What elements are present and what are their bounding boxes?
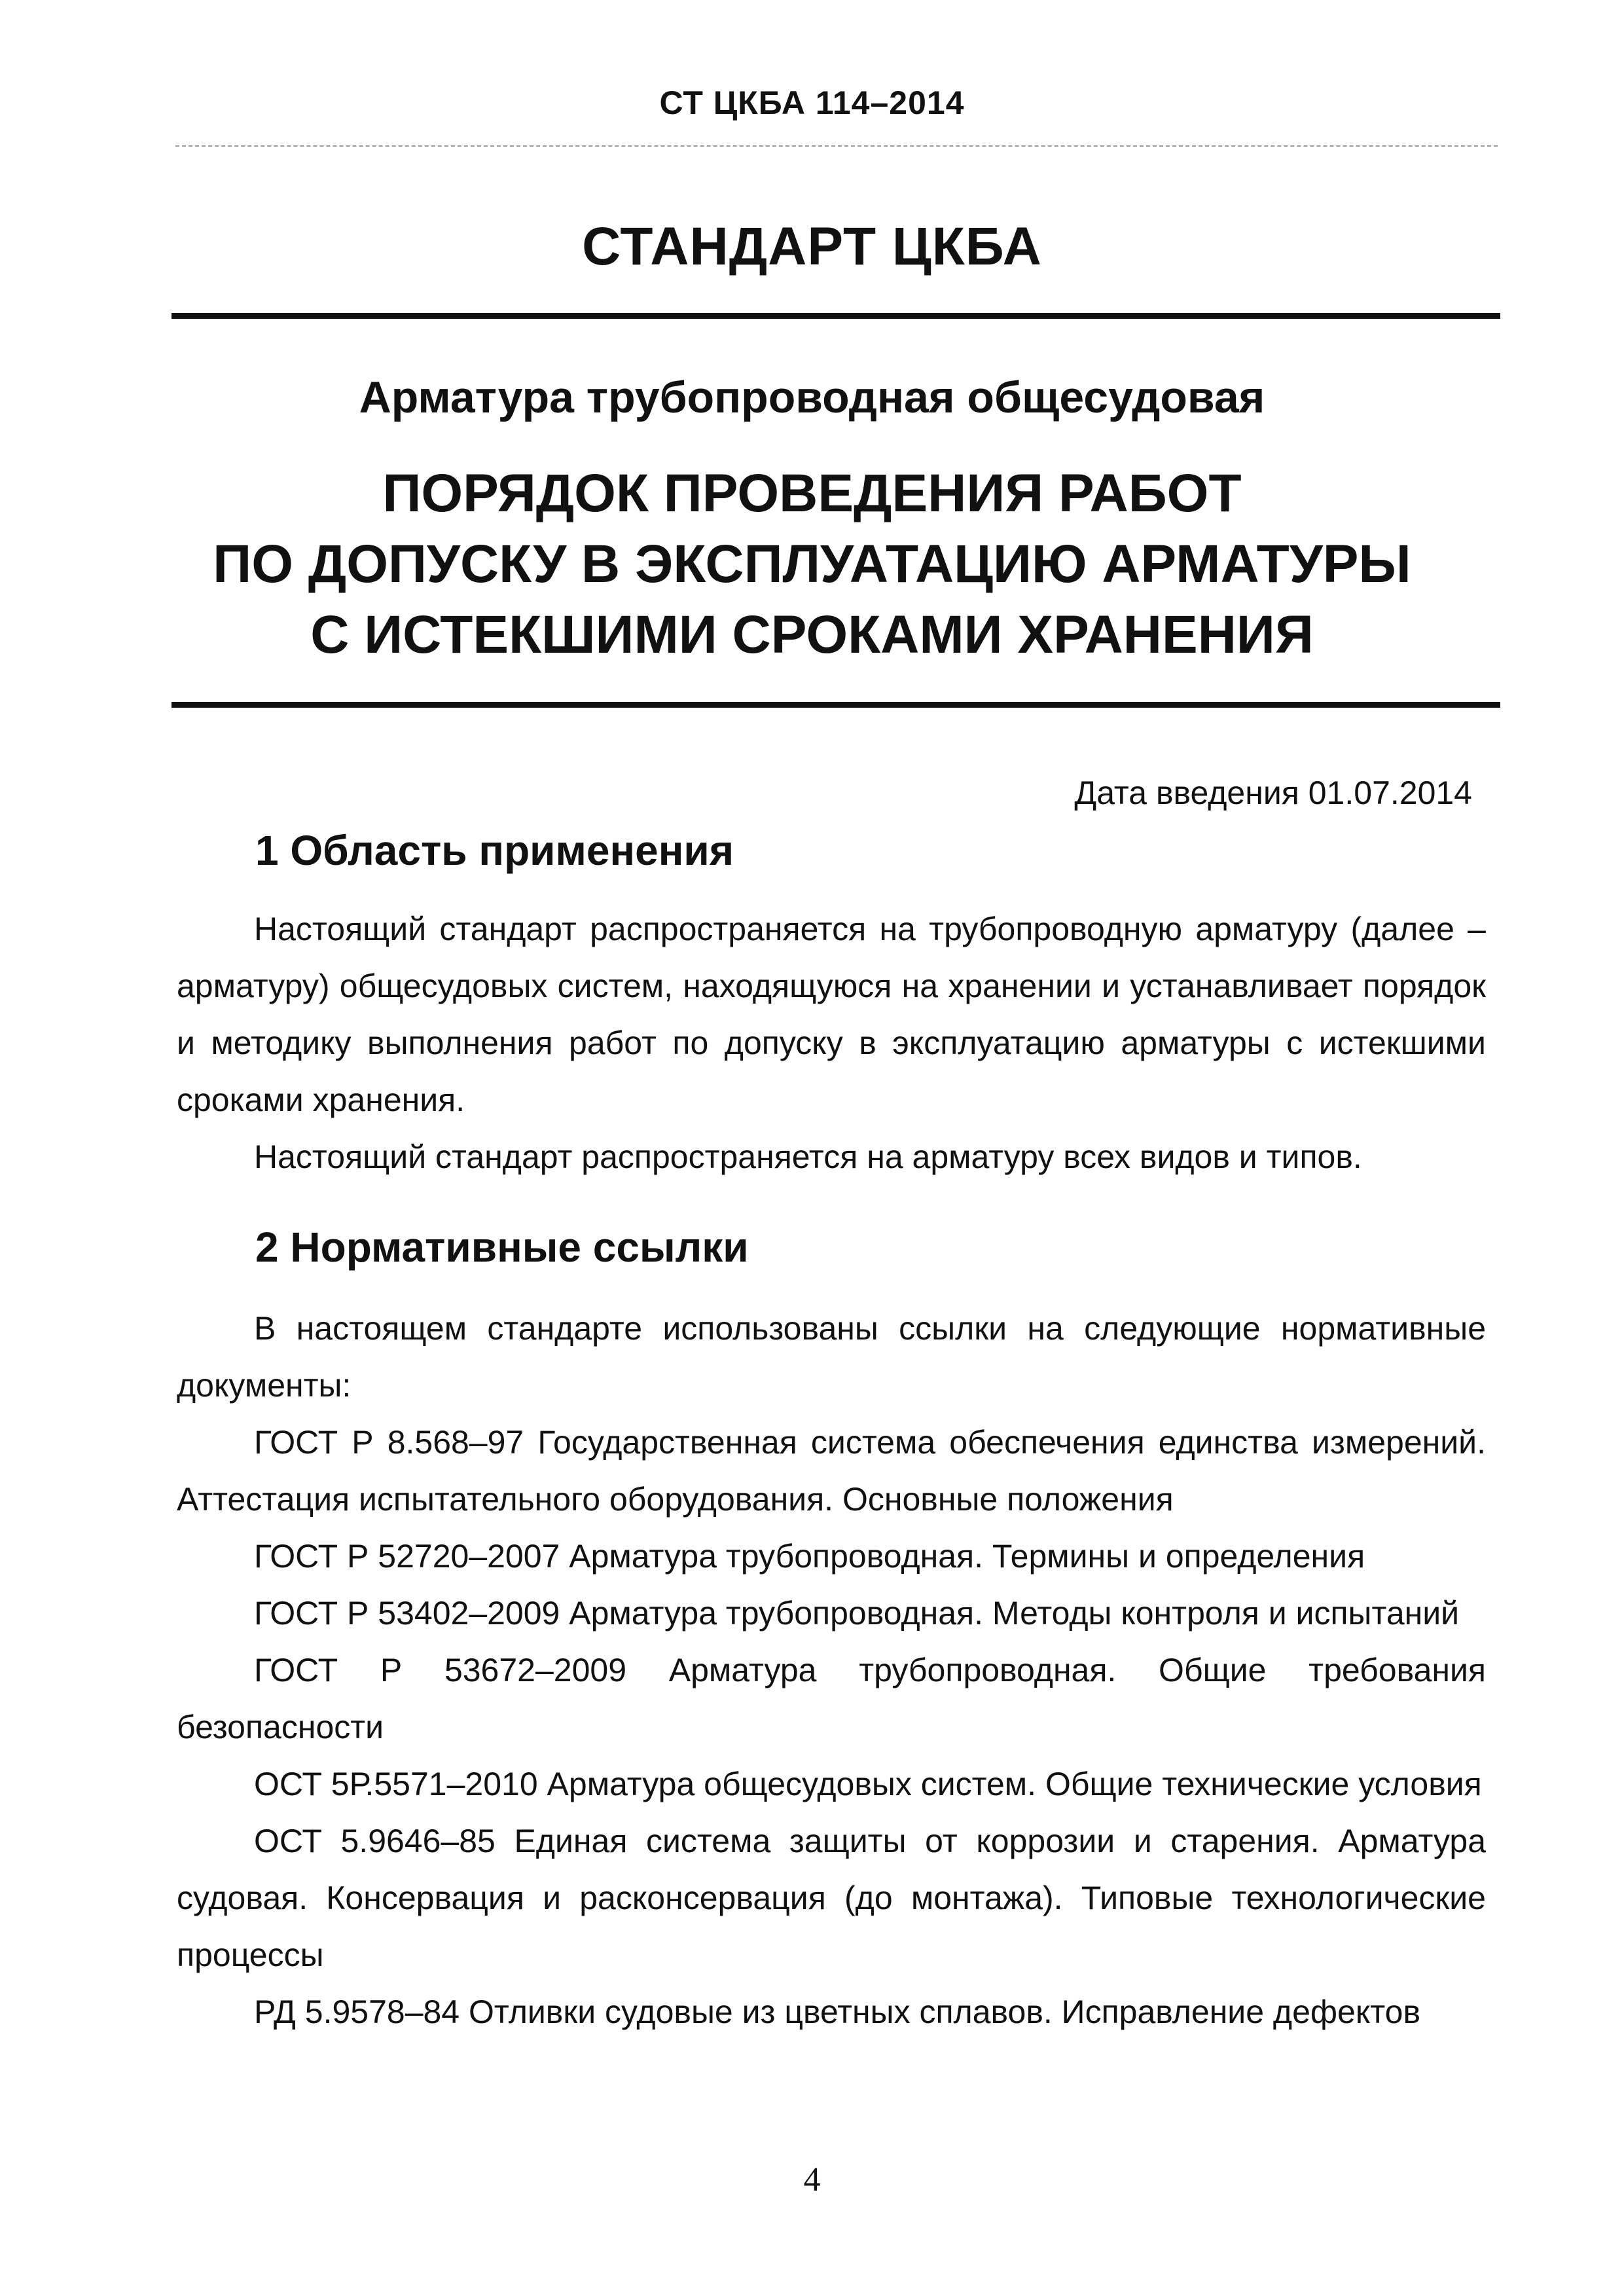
document-main-title <box>0 458 1624 670</box>
section-1-body <box>177 901 1486 1186</box>
main-title-line: ПО ДОПУСКУ В ЭКСПЛУАТАЦИЮ АРМАТУРЫ <box>213 534 1411 594</box>
title-divider-bottom <box>171 702 1500 708</box>
main-title-line: ПОРЯДОК ПРОВЕДЕНИЯ РАБОТ <box>382 464 1242 523</box>
page-number: 4 <box>803 2161 821 2198</box>
standard-title: СТАНДАРТ ЦКБА <box>582 217 1042 276</box>
reference-item: ГОСТ Р 52720–2007 Арматура трубопроводная. Термины и определения <box>254 1538 1365 1575</box>
reference-item: РД 5.9578–84 Отливки судовые из цветных сплавов. Исправление дефектов <box>254 1994 1421 2030</box>
header-divider <box>175 145 1498 147</box>
document-subtitle: Арматура трубопроводная общесудовая <box>359 373 1265 422</box>
document-code: СТ ЦКБА 114–2014 <box>659 84 965 121</box>
reference-item: ГОСТ Р 53672–2009 Арматура трубопроводная. Общие требования безопасности <box>177 1652 1486 1745</box>
reference-item: ОСТ 5.9646–85 Единая система защиты от коррозии и старения. Арматура судовая. Консервация и расконсервация (до монтажа). Типовые технологические процессы <box>177 1823 1486 1973</box>
section-1-paragraph: Настоящий стандарт распространяется на арматуру всех видов и типов. <box>254 1139 1362 1175</box>
main-title-line: С ИСТЕКШИМИ СРОКАМИ ХРАНЕНИЯ <box>310 605 1314 665</box>
section-2-heading: 2 Нормативные ссылки <box>255 1224 749 1271</box>
title-divider-top <box>171 313 1500 319</box>
section-2-body <box>177 1300 1486 2041</box>
introduction-date <box>1074 774 1472 812</box>
section-1-paragraph: Настоящий стандарт распространяется на трубопроводную арматуру (далее – арматуру) общесудовых систем, находящуюся на хранении и устанавливает порядок и методику выполнения работ по допуску в эксплуатацию арматуры с истекшими сроками хранения. <box>177 911 1486 1118</box>
introduction-date-value: 01.07.2014 <box>1308 774 1472 811</box>
reference-item: ОСТ 5Р.5571–2010 Арматура общесудовых систем. Общие технические условия <box>254 1766 1482 1802</box>
reference-item: ГОСТ Р 53402–2009 Арматура трубопроводная. Методы контроля и испытаний <box>254 1595 1460 1631</box>
section-2-intro: В настоящем стандарте использованы ссылки на следующие нормативные документы: <box>177 1310 1486 1404</box>
introduction-date-label: Дата введения <box>1074 774 1299 811</box>
section-1-heading: 1 Область применения <box>255 827 734 874</box>
reference-item: ГОСТ Р 8.568–97 Государственная система обеспечения единства измерений. Аттестация испытательного оборудования. Основные положения <box>177 1424 1486 1518</box>
